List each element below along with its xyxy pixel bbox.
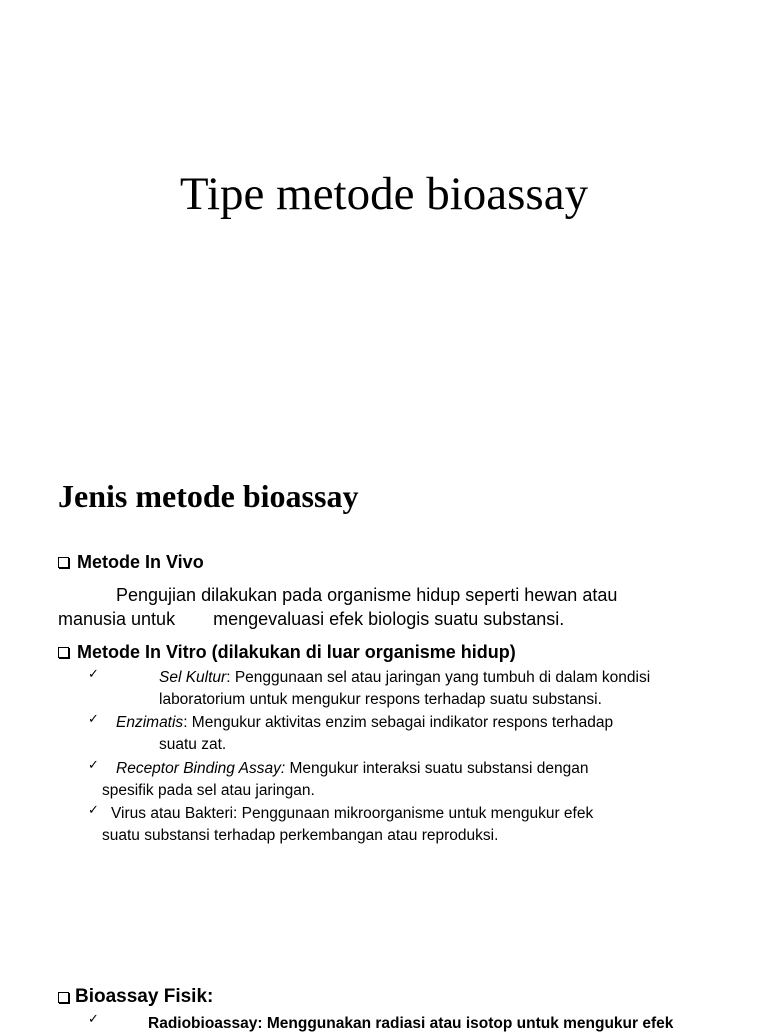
item-desc: : Mengukur aktivitas enzim sebagai indikator respons terhadap — [183, 714, 614, 731]
check-icon: ✓ — [88, 1012, 99, 1027]
list-item — [116, 758, 588, 780]
item-desc: : Penggunaan sel atau jaringan yang tumbuh di dalam kondisi — [226, 669, 651, 686]
in-vivo-line-2 — [58, 607, 718, 631]
checkbox-icon — [58, 647, 69, 658]
title-slide — [0, 0, 768, 440]
list-item-continuation: suatu zat. — [159, 736, 227, 753]
check-icon: ✓ — [88, 712, 99, 727]
check-icon: ✓ — [88, 758, 99, 773]
check-icon: ✓ — [88, 803, 99, 818]
item-term: Receptor Binding Assay: — [116, 760, 286, 777]
slide-title: Tipe metode bioassay — [179, 168, 589, 220]
list-item — [116, 712, 613, 734]
in-vivo-line-2a: manusia untuk — [58, 609, 176, 629]
item-term: Sel Kultur — [159, 669, 227, 686]
list-item-continuation: spesifik pada sel atau jaringan. — [102, 782, 315, 799]
item-desc: Virus atau Bakteri: Penggunaan mikroorganisme untuk mengukur efek — [111, 805, 594, 822]
in-vivo-heading-text: Metode In Vivo — [77, 552, 204, 572]
list-item: Radiobioassay: Menggunakan radiasi atau isotop untuk mengukur efek — [148, 1015, 674, 1032]
in-vivo-line-2b: mengevaluasi efek biologis suatu substansi. — [213, 609, 565, 629]
in-vivo-heading — [58, 550, 204, 574]
in-vitro-heading — [58, 640, 516, 664]
check-icon: ✓ — [88, 667, 99, 682]
in-vitro-heading-text: Metode In Vitro (dilakukan di luar organisme hidup) — [77, 642, 516, 662]
list-item-continuation: suatu substansi terhadap perkembangan atau reproduksi. — [102, 827, 499, 844]
checkbox-icon — [58, 992, 69, 1003]
item-desc: Mengukur interaksi suatu substansi dengan — [285, 760, 589, 777]
list-item-continuation: laboratorium untuk mengukur respons terhadap suatu substansi. — [159, 691, 602, 708]
section-title: Jenis metode bioassay — [58, 478, 359, 514]
item-term: Enzimatis — [116, 714, 184, 731]
in-vivo-paragraph — [58, 583, 718, 631]
content-slide — [0, 440, 768, 1032]
fisik-heading-text: Bioassay Fisik: — [75, 986, 214, 1007]
list-item — [159, 667, 650, 689]
list-item — [111, 803, 593, 825]
in-vivo-line-1: Pengujian dilakukan pada organisme hidup seperti hewan atau — [116, 585, 618, 605]
checkbox-icon — [58, 557, 69, 568]
fisik-heading — [58, 985, 213, 1009]
